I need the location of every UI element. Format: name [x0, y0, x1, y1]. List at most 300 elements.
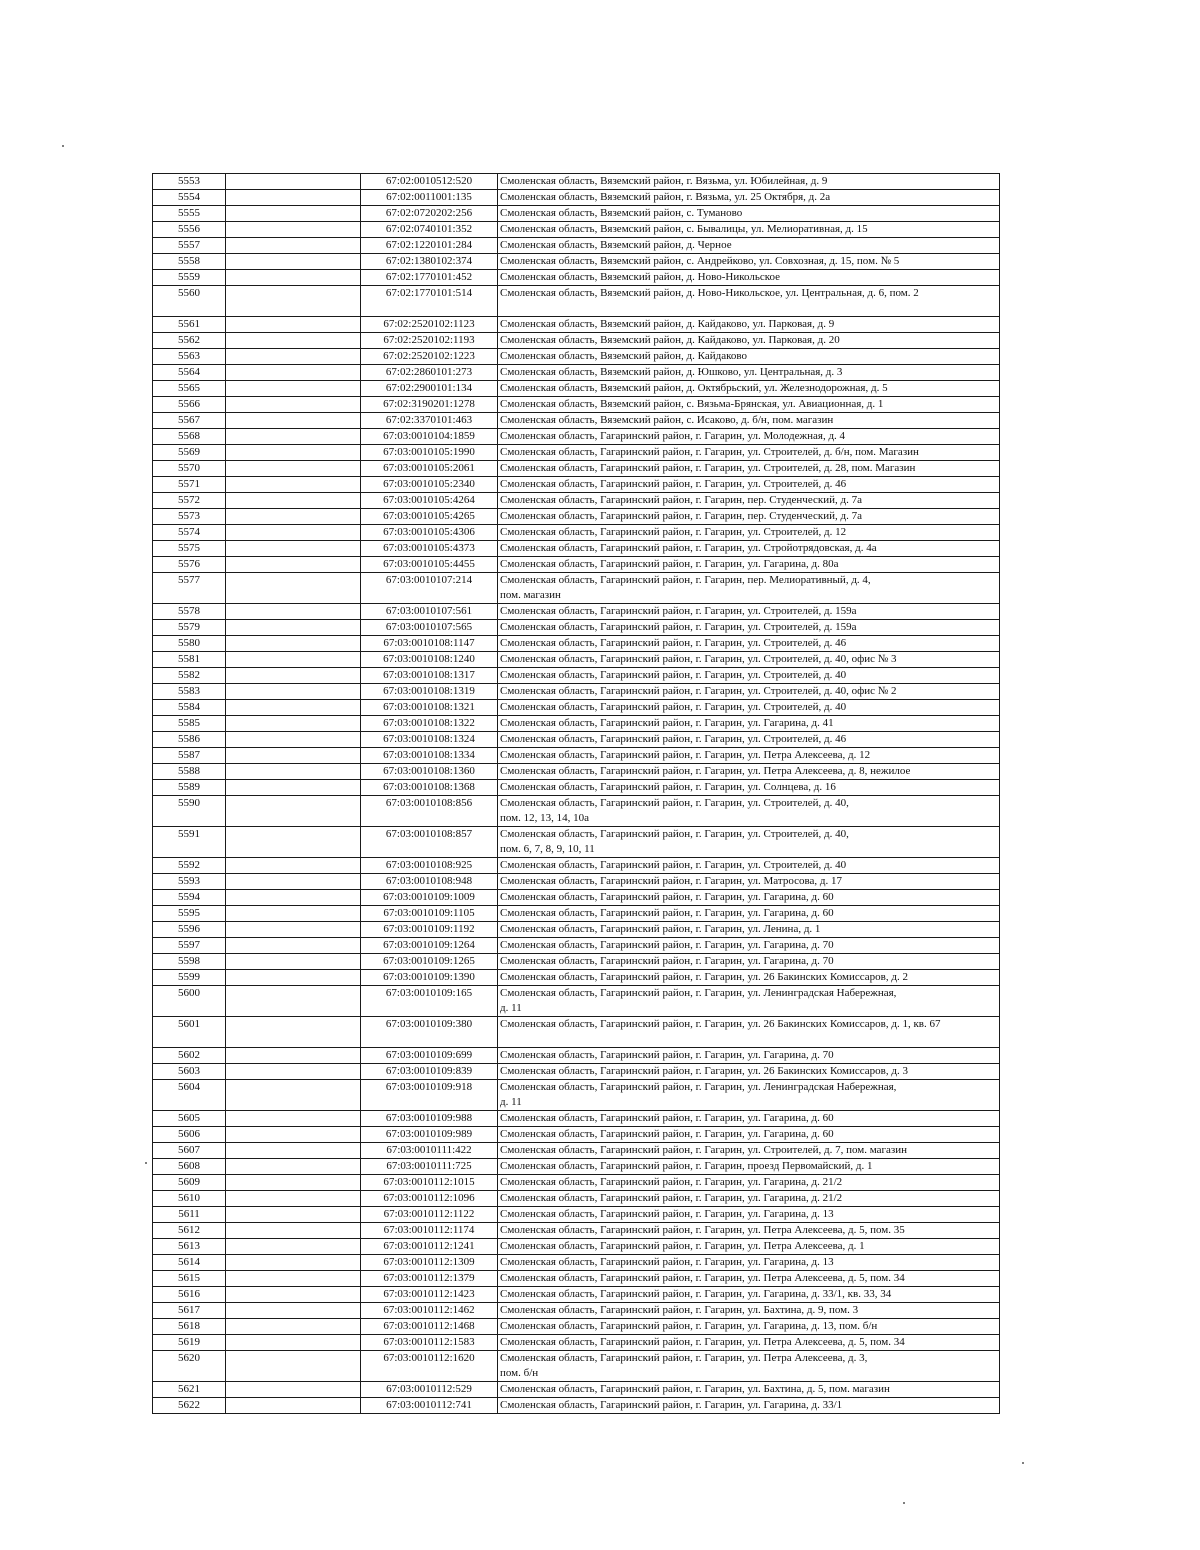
empty-cell: [226, 874, 361, 890]
table-row: [153, 477, 1000, 493]
empty-cell: [226, 477, 361, 493]
address-text: Смоленская область, Гагаринский район, г. Гагарин, ул. Строителей, д. 159а: [500, 605, 857, 617]
scan-speck: [1022, 1462, 1024, 1464]
table-row: [153, 970, 1000, 986]
row-number: 5561: [153, 317, 226, 333]
table-row: [153, 1080, 1000, 1111]
row-number: 5569: [153, 445, 226, 461]
row-number: 5571: [153, 477, 226, 493]
address-text: Смоленская область, Гагаринский район, г. Гагарин, ул. Строителей, д. б/н, пом. Магазин: [500, 446, 919, 458]
address-text: Смоленская область, Гагаринский район, г. Гагарин, ул. Гагарина, д. 13, пом. б/н: [500, 1320, 878, 1332]
table-row: [153, 349, 1000, 365]
empty-cell: [226, 716, 361, 732]
empty-cell: [226, 222, 361, 238]
address-text: Смоленская область, Вяземский район, с. Туманово: [500, 207, 743, 219]
cadastral-number: 67:03:0010109:989: [361, 1127, 498, 1143]
table-row: [153, 1255, 1000, 1271]
cadastral-number: 67:03:0010104:1859: [361, 429, 498, 445]
table-row: [153, 1319, 1000, 1335]
empty-cell: [226, 573, 361, 604]
address-text: Смоленская область, Гагаринский район, г. Гагарин, ул. Строителей, д. 46: [500, 733, 847, 745]
row-number: 5594: [153, 890, 226, 906]
address-text: Смоленская область, Вяземский район, д. Ново-Никольское, ул. Центральная, д. 6, пом. 2: [500, 287, 919, 299]
empty-cell: [226, 333, 361, 349]
address-text: Смоленская область, Гагаринский район, г. Гагарин, ул. Петра Алексеева, д. 5, пом. 35: [500, 1224, 905, 1236]
address-text: Смоленская область, Гагаринский район, г. Гагарин, ул. Строителей, д. 40,: [500, 797, 849, 809]
row-number: 5582: [153, 668, 226, 684]
cadastral-number: 67:03:0010112:1620: [361, 1351, 498, 1382]
cadastral-number: 67:02:1770101:514: [361, 286, 498, 317]
address-continuation: пом. б/н: [500, 1367, 539, 1379]
address-cell: [498, 381, 1000, 397]
address-text: Смоленская область, Гагаринский район, г. Гагарин, ул. 26 Бакинских Комиссаров, д. 3: [500, 1065, 908, 1077]
cadastral-number: 67:03:0010108:1368: [361, 780, 498, 796]
empty-cell: [226, 190, 361, 206]
address-cell: [498, 922, 1000, 938]
table-row: [153, 365, 1000, 381]
table-row: [153, 254, 1000, 270]
table-row: [153, 1351, 1000, 1382]
address-cell: [498, 1382, 1000, 1398]
address-cell: [498, 1080, 1000, 1111]
scan-speck: [145, 1162, 147, 1164]
cadastral-number: 67:03:0010112:1423: [361, 1287, 498, 1303]
address-cell: [498, 858, 1000, 874]
cadastral-number: 67:03:0010107:214: [361, 573, 498, 604]
address-text: Смоленская область, Вяземский район, г. Вязьма, ул. Юбилейная, д. 9: [500, 175, 828, 187]
cadastral-number: 67:03:0010109:1192: [361, 922, 498, 938]
empty-cell: [226, 890, 361, 906]
address-text: Смоленская область, Гагаринский район, г. Гагарин, ул. Матросова, д. 17: [500, 875, 843, 887]
address-text: Смоленская область, Гагаринский район, г. Гагарин, ул. Гагарина, д. 33/1: [500, 1399, 843, 1411]
table-row: [153, 317, 1000, 333]
address-continuation: пом. магазин: [500, 589, 561, 601]
table-row: [153, 557, 1000, 573]
row-number: 5585: [153, 716, 226, 732]
address-continuation: пом. 6, 7, 8, 9, 10, 11: [500, 843, 595, 855]
cadastral-number: 67:03:0010108:1319: [361, 684, 498, 700]
address-text: Смоленская область, Гагаринский район, г. Гагарин, ул. Гагарина, д. 21/2: [500, 1192, 843, 1204]
cadastral-number: 67:03:0010109:1009: [361, 890, 498, 906]
row-number: 5592: [153, 858, 226, 874]
address-cell: [498, 1335, 1000, 1351]
row-number: 5565: [153, 381, 226, 397]
address-text: Смоленская область, Гагаринский район, г. Гагарин, ул. Ленина, д. 1: [500, 923, 821, 935]
empty-cell: [226, 652, 361, 668]
address-text: Смоленская область, Гагаринский район, г. Гагарин, ул. Строителей, д. 46: [500, 637, 847, 649]
cadastral-number: 67:03:0010108:1360: [361, 764, 498, 780]
empty-cell: [226, 381, 361, 397]
table-row: [153, 700, 1000, 716]
table-row: [153, 1064, 1000, 1080]
row-number: 5554: [153, 190, 226, 206]
cadastral-number: 67:02:1220101:284: [361, 238, 498, 254]
row-number: 5608: [153, 1159, 226, 1175]
table-row: [153, 1175, 1000, 1191]
address-text: Смоленская область, Гагаринский район, г. Гагарин, ул. Петра Алексеева, д. 12: [500, 749, 871, 761]
table-row: [153, 684, 1000, 700]
row-number: 5620: [153, 1351, 226, 1382]
address-cell: [498, 397, 1000, 413]
empty-cell: [226, 270, 361, 286]
cadastral-number: 67:03:0010109:1105: [361, 906, 498, 922]
empty-cell: [226, 1319, 361, 1335]
empty-cell: [226, 732, 361, 748]
table-row: [153, 986, 1000, 1017]
empty-cell: [226, 1048, 361, 1064]
table-row: [153, 190, 1000, 206]
table-body: [153, 174, 1000, 1414]
address-cell: [498, 652, 1000, 668]
empty-cell: [226, 1255, 361, 1271]
table-row: [153, 620, 1000, 636]
address-cell: [498, 349, 1000, 365]
row-number: 5556: [153, 222, 226, 238]
table-row: [153, 286, 1000, 317]
table-row: [153, 716, 1000, 732]
empty-cell: [226, 1287, 361, 1303]
address-cell: [498, 938, 1000, 954]
row-number: 5555: [153, 206, 226, 222]
table-row: [153, 238, 1000, 254]
row-number: 5611: [153, 1207, 226, 1223]
address-text: Смоленская область, Гагаринский район, г. Гагарин, ул. Строителей, д. 7, пом. магазин: [500, 1144, 907, 1156]
row-number: 5606: [153, 1127, 226, 1143]
row-number: 5617: [153, 1303, 226, 1319]
empty-cell: [226, 620, 361, 636]
cadastral-number: 67:03:0010108:1147: [361, 636, 498, 652]
row-number: 5616: [153, 1287, 226, 1303]
empty-cell: [226, 509, 361, 525]
address-cell: [498, 509, 1000, 525]
table-row: [153, 381, 1000, 397]
address-cell: [498, 413, 1000, 429]
address-text: Смоленская область, Вяземский район, д. Кайдаково, ул. Парковая, д. 20: [500, 334, 840, 346]
address-cell: [498, 700, 1000, 716]
row-number: 5557: [153, 238, 226, 254]
empty-cell: [226, 1207, 361, 1223]
empty-cell: [226, 700, 361, 716]
address-cell: [498, 1223, 1000, 1239]
cadastral-number: 67:02:1770101:452: [361, 270, 498, 286]
address-text: Смоленская область, Гагаринский район, г. Гагарин, пер. Студенческий, д. 7а: [500, 510, 862, 522]
empty-cell: [226, 1351, 361, 1382]
row-number: 5605: [153, 1111, 226, 1127]
cadastral-number: 67:03:0010105:1990: [361, 445, 498, 461]
table-row: [153, 652, 1000, 668]
address-cell: [498, 461, 1000, 477]
address-text: Смоленская область, Гагаринский район, г. Гагарин, ул. Гагарина, д. 13: [500, 1256, 834, 1268]
cadastral-number: 67:03:0010109:380: [361, 1017, 498, 1048]
row-number: 5595: [153, 906, 226, 922]
address-text: Смоленская область, Вяземский район, с. Бывалицы, ул. Мелиоративная, д. 15: [500, 223, 868, 235]
cadastral-number: 67:03:0010112:1241: [361, 1239, 498, 1255]
row-number: 5572: [153, 493, 226, 509]
empty-cell: [226, 397, 361, 413]
address-cell: [498, 636, 1000, 652]
row-number: 5599: [153, 970, 226, 986]
address-cell: [498, 333, 1000, 349]
address-cell: [498, 1159, 1000, 1175]
empty-cell: [226, 238, 361, 254]
row-number: 5563: [153, 349, 226, 365]
empty-cell: [226, 541, 361, 557]
cadastral-number: 67:03:0010107:565: [361, 620, 498, 636]
row-number: 5609: [153, 1175, 226, 1191]
address-text: Смоленская область, Гагаринский район, г. Гагарин, пер. Студенческий, д. 7а: [500, 494, 862, 506]
table-row: [153, 573, 1000, 604]
cadastral-number: 67:03:0010109:918: [361, 1080, 498, 1111]
cadastral-number: 67:03:0010112:1583: [361, 1335, 498, 1351]
row-number: 5588: [153, 764, 226, 780]
empty-cell: [226, 1080, 361, 1111]
row-number: 5602: [153, 1048, 226, 1064]
row-number: 5613: [153, 1239, 226, 1255]
cadastral-number: 67:03:0010105:2061: [361, 461, 498, 477]
row-number: 5570: [153, 461, 226, 477]
row-number: 5614: [153, 1255, 226, 1271]
table-row: [153, 938, 1000, 954]
empty-cell: [226, 906, 361, 922]
empty-cell: [226, 1064, 361, 1080]
address-continuation: пом. 12, 13, 14, 10а: [500, 812, 590, 824]
empty-cell: [226, 986, 361, 1017]
address-text: Смоленская область, Гагаринский район, г. Гагарин, ул. Петра Алексеева, д. 5, пом. 34: [500, 1336, 905, 1348]
cadastral-number: 67:03:0010108:1322: [361, 716, 498, 732]
cadastral-number: 67:03:0010109:699: [361, 1048, 498, 1064]
cadastral-number: 67:03:0010108:1240: [361, 652, 498, 668]
row-number: 5597: [153, 938, 226, 954]
empty-cell: [226, 1143, 361, 1159]
cadastral-number: 67:03:0010105:4455: [361, 557, 498, 573]
row-number: 5576: [153, 557, 226, 573]
address-cell: [498, 1239, 1000, 1255]
empty-cell: [226, 445, 361, 461]
cadastral-number: 67:03:0010105:4264: [361, 493, 498, 509]
address-cell: [498, 1271, 1000, 1287]
table-row: [153, 206, 1000, 222]
table-row: [153, 1271, 1000, 1287]
address-cell: [498, 1287, 1000, 1303]
address-text: Смоленская область, Вяземский район, д. Октябрьский, ул. Железнодорожная, д. 5: [500, 382, 888, 394]
address-text: Смоленская область, Гагаринский район, г. Гагарин, ул. Строителей, д. 28, пом. Магазин: [500, 462, 916, 474]
cadastral-number: 67:03:0010108:948: [361, 874, 498, 890]
scan-speck: [62, 145, 64, 147]
row-number: 5601: [153, 1017, 226, 1048]
table-row: [153, 1191, 1000, 1207]
empty-cell: [226, 1239, 361, 1255]
cadastral-number: 67:02:2520102:1193: [361, 333, 498, 349]
address-cell: [498, 1255, 1000, 1271]
row-number: 5566: [153, 397, 226, 413]
cadastral-number: 67:02:0740101:352: [361, 222, 498, 238]
table-row: [153, 636, 1000, 652]
empty-cell: [226, 349, 361, 365]
cadastral-number: 67:02:2520102:1123: [361, 317, 498, 333]
table-row: [153, 429, 1000, 445]
row-number: 5573: [153, 509, 226, 525]
table-row: [153, 1335, 1000, 1351]
address-text: Смоленская область, Гагаринский район, г. Гагарин, ул. Гагарина, д. 60: [500, 907, 834, 919]
address-text: Смоленская область, Гагаринский район, г. Гагарин, пер. Мелиоративный, д. 4,: [500, 574, 871, 586]
row-number: 5577: [153, 573, 226, 604]
address-cell: [498, 1319, 1000, 1335]
cadastral-number: 67:03:0010105:2340: [361, 477, 498, 493]
address-text: Смоленская область, Гагаринский район, г. Гагарин, ул. Строителей, д. 40: [500, 701, 847, 713]
address-cell: [498, 1048, 1000, 1064]
table-row: [153, 1127, 1000, 1143]
cadastral-number: 67:03:0010111:725: [361, 1159, 498, 1175]
empty-cell: [226, 206, 361, 222]
row-number: 5579: [153, 620, 226, 636]
row-number: 5589: [153, 780, 226, 796]
address-text: Смоленская область, Гагаринский район, г. Гагарин, ул. Строителей, д. 12: [500, 526, 847, 538]
empty-cell: [226, 970, 361, 986]
cadastral-number: 67:03:0010109:1264: [361, 938, 498, 954]
cadastral-number: 67:03:0010105:4306: [361, 525, 498, 541]
cadastral-number: 67:03:0010109:988: [361, 1111, 498, 1127]
cadastral-number: 67:02:0720202:256: [361, 206, 498, 222]
address-text: Смоленская область, Гагаринский район, г. Гагарин, ул. 26 Бакинских Комиссаров, д. 2: [500, 971, 908, 983]
address-text: Смоленская область, Вяземский район, с. Андрейково, ул. Совхозная, д. 15, пом. № 5: [500, 255, 900, 267]
address-cell: [498, 1398, 1000, 1414]
address-cell: [498, 1303, 1000, 1319]
address-text: Смоленская область, Гагаринский район, г. Гагарин, ул. Гагарина, д. 60: [500, 1128, 834, 1140]
address-text: Смоленская область, Гагаринский район, г. Гагарин, ул. Гагарина, д. 60: [500, 891, 834, 903]
row-number: 5590: [153, 796, 226, 827]
table-row: [153, 954, 1000, 970]
empty-cell: [226, 827, 361, 858]
address-cell: [498, 1127, 1000, 1143]
address-cell: [498, 906, 1000, 922]
address-cell: [498, 445, 1000, 461]
empty-cell: [226, 796, 361, 827]
cadastral-number: 67:03:0010112:1122: [361, 1207, 498, 1223]
table-row: [153, 668, 1000, 684]
address-cell: [498, 748, 1000, 764]
address-text: Смоленская область, Гагаринский район, г. Гагарин, ул. Ленинградская Набережная,: [500, 987, 897, 999]
address-text: Смоленская область, Гагаринский район, г. Гагарин, ул. Строителей, д. 40,: [500, 828, 849, 840]
address-text: Смоленская область, Гагаринский район, г. Гагарин, ул. Ленинградская Набережная,: [500, 1081, 897, 1093]
empty-cell: [226, 668, 361, 684]
cadastral-number: 67:02:2520102:1223: [361, 349, 498, 365]
cadastral-number: 67:03:0010112:1462: [361, 1303, 498, 1319]
address-text: Смоленская область, Гагаринский район, г. Гагарин, ул. Гагарина, д. 13: [500, 1208, 834, 1220]
address-cell: [498, 573, 1000, 604]
table-row: [153, 1143, 1000, 1159]
row-number: 5567: [153, 413, 226, 429]
address-cell: [498, 716, 1000, 732]
address-text: Смоленская область, Вяземский район, д. Черное: [500, 239, 732, 251]
empty-cell: [226, 1335, 361, 1351]
address-cell: [498, 222, 1000, 238]
table-row: [153, 827, 1000, 858]
table-row: [153, 174, 1000, 190]
table-row: [153, 906, 1000, 922]
empty-cell: [226, 254, 361, 270]
address-text: Смоленская область, Гагаринский район, г. Гагарин, ул. Строителей, д. 40, офис № 3: [500, 653, 897, 665]
empty-cell: [226, 1017, 361, 1048]
row-number: 5559: [153, 270, 226, 286]
row-number: 5600: [153, 986, 226, 1017]
empty-cell: [226, 1159, 361, 1175]
empty-cell: [226, 954, 361, 970]
address-cell: [498, 190, 1000, 206]
table-row: [153, 890, 1000, 906]
address-text: Смоленская область, Гагаринский район, г. Гагарин, ул. Гагарина, д. 70: [500, 939, 834, 951]
table-row: [153, 1303, 1000, 1319]
table-row: [153, 1223, 1000, 1239]
empty-cell: [226, 174, 361, 190]
table-row: [153, 1159, 1000, 1175]
empty-cell: [226, 525, 361, 541]
address-text: Смоленская область, Гагаринский район, г. Гагарин, ул. Гагарина, д. 21/2: [500, 1176, 843, 1188]
cadastral-number: 67:03:0010108:1334: [361, 748, 498, 764]
address-text: Смоленская область, Гагаринский район, г. Гагарин, проезд Первомайский, д. 1: [500, 1160, 873, 1172]
empty-cell: [226, 922, 361, 938]
table-row: [153, 874, 1000, 890]
empty-cell: [226, 604, 361, 620]
table-row: [153, 461, 1000, 477]
row-number: 5621: [153, 1382, 226, 1398]
cadastral-number: 67:02:0011001:135: [361, 190, 498, 206]
scan-speck: [903, 1502, 905, 1504]
address-cell: [498, 684, 1000, 700]
address-text: Смоленская область, Гагаринский район, г. Гагарин, ул. Строителей, д. 40: [500, 669, 847, 681]
empty-cell: [226, 1175, 361, 1191]
row-number: 5591: [153, 827, 226, 858]
cadastral-number: 67:03:0010105:4373: [361, 541, 498, 557]
cadastral-number: 67:02:1380102:374: [361, 254, 498, 270]
address-text: Смоленская область, Вяземский район, с. Вязьма-Брянская, ул. Авиационная, д. 1: [500, 398, 884, 410]
row-number: 5607: [153, 1143, 226, 1159]
cadastral-number: 67:03:0010112:1468: [361, 1319, 498, 1335]
row-number: 5560: [153, 286, 226, 317]
cadastral-number: 67:02:0010512:520: [361, 174, 498, 190]
empty-cell: [226, 286, 361, 317]
row-number: 5574: [153, 525, 226, 541]
empty-cell: [226, 493, 361, 509]
address-text: Смоленская область, Гагаринский район, г. Гагарин, ул. Гагарина, д. 80а: [500, 558, 839, 570]
address-text: Смоленская область, Гагаринский район, г. Гагарин, ул. Петра Алексеева, д. 3,: [500, 1352, 868, 1364]
address-text: Смоленская область, Гагаринский район, г. Гагарин, ул. Петра Алексеева, д. 8, нежилое: [500, 765, 911, 777]
table-row: [153, 1048, 1000, 1064]
address-cell: [498, 174, 1000, 190]
address-text: Смоленская область, Гагаринский район, г. Гагарин, ул. Бахтина, д. 5, пом. магазин: [500, 1383, 890, 1395]
address-cell: [498, 1111, 1000, 1127]
empty-cell: [226, 429, 361, 445]
empty-cell: [226, 636, 361, 652]
address-cell: [498, 525, 1000, 541]
address-text: Смоленская область, Вяземский район, д. Кайдаково, ул. Парковая, д. 9: [500, 318, 835, 330]
address-cell: [498, 764, 1000, 780]
address-text: Смоленская область, Гагаринский район, г. Гагарин, ул. Петра Алексеева, д. 5, пом. 34: [500, 1272, 905, 1284]
address-cell: [498, 732, 1000, 748]
cadastral-number: 67:03:0010108:1321: [361, 700, 498, 716]
table-row: [153, 922, 1000, 938]
address-cell: [498, 1175, 1000, 1191]
empty-cell: [226, 1223, 361, 1239]
address-text: Смоленская область, Гагаринский район, г. Гагарин, ул. Строителей, д. 40: [500, 859, 847, 871]
empty-cell: [226, 1382, 361, 1398]
cadastral-number: 67:03:0010109:165: [361, 986, 498, 1017]
empty-cell: [226, 1111, 361, 1127]
table-row: [153, 493, 1000, 509]
row-number: 5580: [153, 636, 226, 652]
cadastral-number: 67:03:0010112:1096: [361, 1191, 498, 1207]
address-text: Смоленская область, Вяземский район, с. Исаково, д. б/н, пом. магазин: [500, 414, 834, 426]
table-row: [153, 445, 1000, 461]
